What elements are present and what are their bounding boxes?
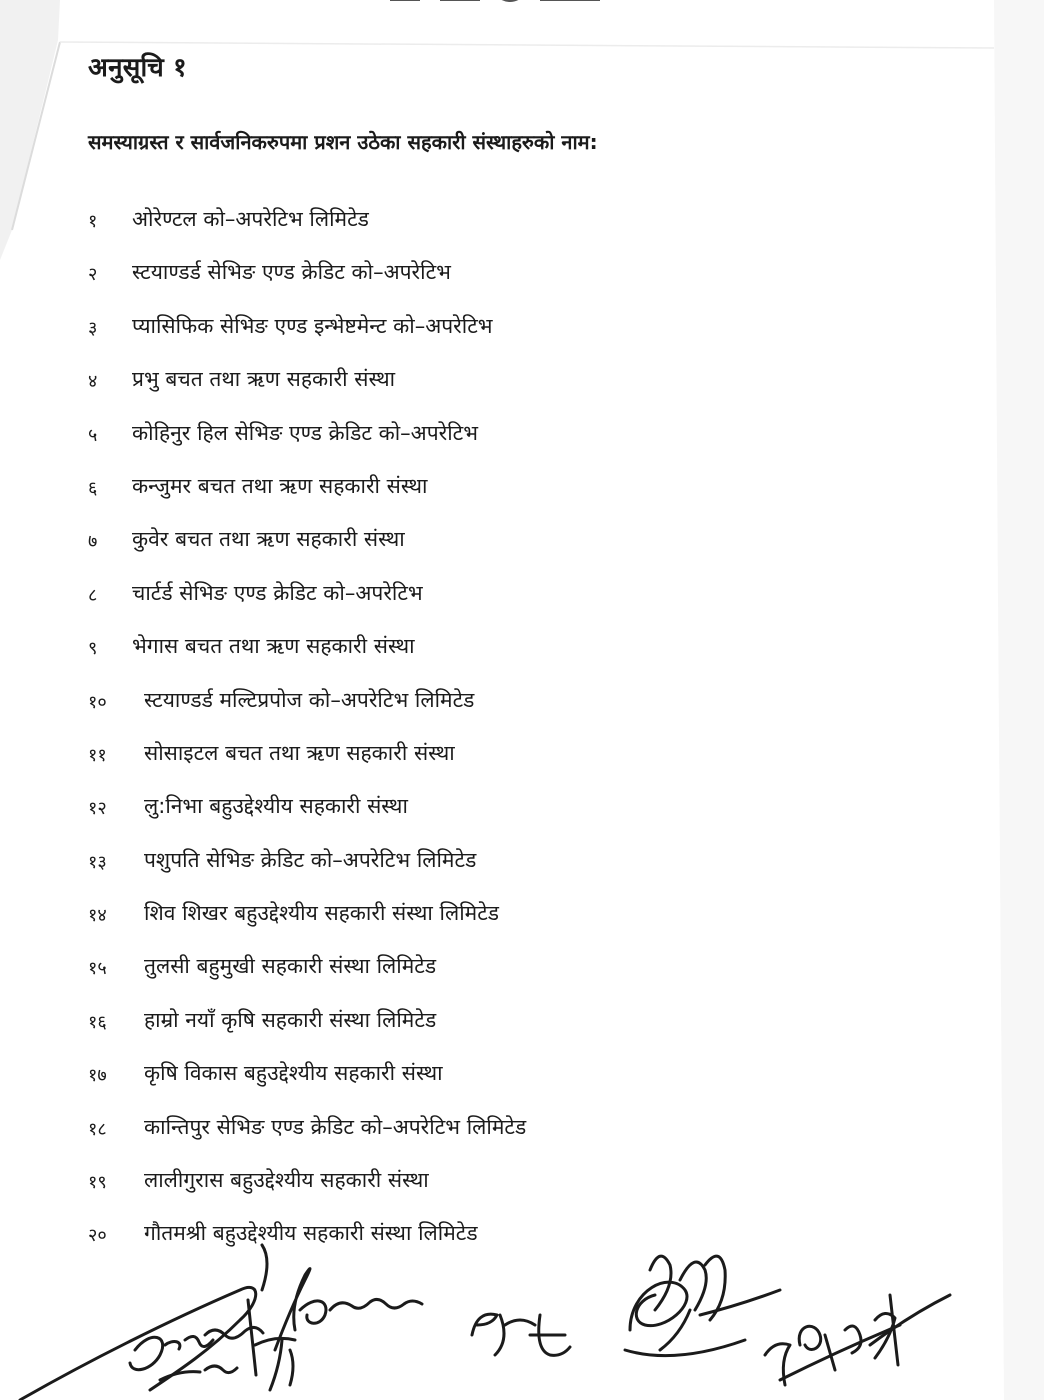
- list-item: [88, 205, 526, 258]
- list-item: [88, 846, 526, 899]
- list-item: [88, 1059, 526, 1112]
- item-number: १: [88, 211, 98, 232]
- list-item: [88, 792, 526, 845]
- organization-name: कोहिनुर हिल सेभिङ एण्ड क्रेडिट को–अपरेटिभ: [132, 420, 479, 445]
- organization-name: स्टयाण्डर्ड मल्टिप्रपोज को–अपरेटिभ लिमिटेड: [144, 687, 475, 712]
- organization-name: लु:निभा बहुउद्देश्यीय सहकारी संस्था: [144, 794, 408, 819]
- organization-name: पशुपति सेभिङ क्रेडिट को–अपरेटिभ लिमिटेड: [144, 847, 477, 872]
- organization-name: चार्टर्ड सेभिङ एण्ड क्रेडिट को–अपरेटिभ: [132, 580, 423, 605]
- item-number: २०: [88, 1225, 107, 1247]
- list-item: [88, 365, 526, 418]
- organization-name: प्रभु बचत तथा ऋण सहकारी संस्था: [132, 367, 396, 392]
- list-item: [88, 472, 526, 525]
- list-item: [88, 686, 526, 739]
- item-number: ७: [88, 531, 98, 553]
- organization-name: लालीगुरास बहुउद्देश्यीय सहकारी संस्था: [144, 1168, 429, 1193]
- item-number: १८: [88, 1118, 107, 1140]
- organization-name: कृषि विकास बहुउद्देश्यीय सहकारी संस्था: [144, 1061, 443, 1086]
- list-item: [88, 739, 526, 792]
- organization-name: कन्जुमर बचत तथा ऋण सहकारी संस्था: [132, 473, 428, 498]
- signature-left-icon: [20, 1245, 267, 1400]
- signature-right-icon: [625, 1256, 780, 1356]
- handwritten-signatures-icon: [0, 1240, 1044, 1400]
- signature-date-icon: [765, 1295, 950, 1385]
- item-number: १९: [88, 1172, 107, 1194]
- item-number: ८: [88, 584, 98, 606]
- signature-small-icon: [472, 1314, 570, 1355]
- list-item: [88, 952, 526, 1005]
- list-item: [88, 419, 526, 472]
- organization-list: [88, 205, 526, 1273]
- list-item: [88, 1113, 526, 1166]
- organization-name: प्यासिफिक सेभिङ एण्ड इन्भेष्टमेन्ट को–अपरेटिभ: [132, 313, 493, 338]
- item-number: १६: [88, 1011, 107, 1033]
- item-number: १७: [88, 1065, 107, 1087]
- list-item: [88, 899, 526, 952]
- item-number: १४: [88, 905, 107, 927]
- list-item: [88, 258, 526, 311]
- item-number: १२: [88, 798, 107, 820]
- organization-name: सोसाइटल बचत तथा ऋण सहकारी संस्था: [144, 740, 455, 765]
- item-number: १५: [88, 958, 107, 980]
- item-number: ९: [88, 638, 98, 660]
- item-number: २: [88, 264, 98, 286]
- list-item: [88, 579, 526, 632]
- list-item: [88, 1166, 526, 1219]
- list-subtitle: समस्याग्रस्त र सार्वजनिकरुपमा प्रशन उठेका सहकारी संस्थाहरुको नाम:: [88, 130, 598, 154]
- item-number: ५: [88, 424, 98, 446]
- organization-name: गौतमश्री बहुउद्देश्यीय सहकारी संस्था लिमिटेड: [144, 1221, 478, 1246]
- item-number: ४: [88, 371, 98, 393]
- signature-middle-icon: [255, 1269, 422, 1390]
- organization-name: हाम्रो नयाँ कृषि सहकारी संस्था लिमिटेड: [144, 1007, 437, 1032]
- item-number: ११: [88, 744, 107, 766]
- item-number: ६: [88, 477, 98, 499]
- organization-name: ओरेण्टल को–अपरेटिभ लिमिटेड: [132, 207, 369, 231]
- item-number: ३: [88, 317, 98, 339]
- organization-name: शिव शिखर बहुउद्देश्यीय सहकारी संस्था लिमिटेड: [144, 901, 500, 926]
- organization-name: स्टयाण्डर्ड सेभिङ एण्ड क्रेडिट को–अपरेटिभ: [132, 260, 451, 285]
- organization-name: तुलसी बहुमुखी सहकारी संस्था लिमिटेड: [144, 954, 437, 979]
- item-number: १०: [88, 691, 107, 713]
- page-title: अनुसूचि १: [88, 53, 187, 83]
- list-item: [88, 525, 526, 578]
- list-item: [88, 312, 526, 365]
- list-item: [88, 1006, 526, 1059]
- organization-name: कान्तिपुर सेभिङ एण्ड क्रेडिट को–अपरेटिभ लिमिटेड: [144, 1114, 527, 1139]
- organization-name: कुवेर बचत तथा ऋण सहकारी संस्था: [132, 527, 405, 552]
- organization-name: भेगास बचत तथा ऋण सहकारी संस्था: [132, 634, 415, 659]
- item-number: १३: [88, 851, 107, 873]
- clipped-header-fragment: [380, 0, 640, 6]
- list-item: [88, 632, 526, 685]
